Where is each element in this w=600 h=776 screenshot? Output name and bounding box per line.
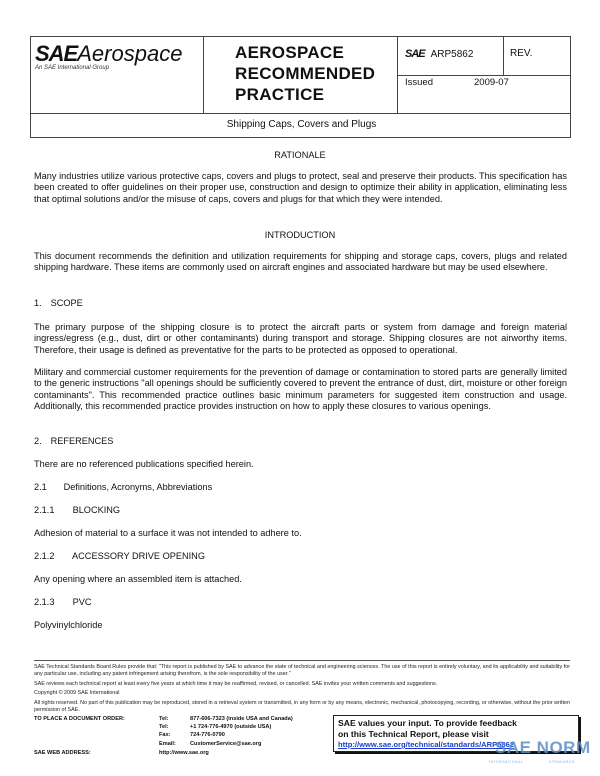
issued-date: 2009-07 <box>474 77 509 88</box>
divider <box>31 113 571 114</box>
logo-name: Aerospace <box>77 41 183 66</box>
watermark-text: SAE NORM <box>495 738 591 757</box>
section-title: Definitions, Acronyms, Abbreviations <box>63 482 213 492</box>
rights-notice: All rights reserved. No part of this publication may be reproduced, stored in a retrieval system or transmitted, in any form or by any means, electronic, mechanical, photocopying, recording, or otherwise, without the prior written permission of SAE. <box>34 700 570 713</box>
contact-label: Email: <box>159 741 176 747</box>
section-title: REFERENCES <box>50 436 114 446</box>
fax-number: 724-776-0790 <box>190 732 225 738</box>
review-notice: SAE reviews each technical report at least every five years at which time it may be reaffirmed, revised, or cancelled. SAE invites your written comments and suggestions. <box>34 681 438 687</box>
standards-board-rules: SAE Technical Standards Board Rules provide that: "This report is published by SAE to advance the state of technical and engineering sciences. The use of this report is entirely voluntary, and its applicability and suitability for any particular use, including any patent infringement arising therefrom, is the sole responsibility of the user." <box>34 664 570 677</box>
definition-text: Polyvinylchloride <box>34 620 103 630</box>
section-title: SCOPE <box>50 298 83 308</box>
title-line: AEROSPACE <box>235 43 345 62</box>
issued-label: Issued <box>405 77 433 88</box>
divider <box>203 37 204 114</box>
sae-norm-watermark <box>489 738 591 764</box>
copyright: Copyright © 2009 SAE International <box>34 690 120 696</box>
logo-tagline: An SAE International Group <box>35 65 110 71</box>
section-number: 2.1.2 <box>34 551 55 561</box>
feedback-text: on this Technical Report, please visit <box>338 728 489 739</box>
watermark-subtext: INTERNATIONAL <box>489 760 524 764</box>
section-number: 2.1 <box>34 482 47 492</box>
document-subtitle: Shipping Caps, Covers and Plugs <box>226 119 377 130</box>
definition-term: PVC <box>72 597 92 607</box>
references-heading <box>34 436 113 446</box>
definition-heading <box>34 551 205 561</box>
definition-text: Adhesion of material to a surface it was not intended to adhere to. <box>34 528 302 538</box>
section-number: 2.1.1 <box>34 505 55 515</box>
contact-label: Tel: <box>159 716 169 722</box>
phone-intl[interactable]: +1 724-776-4970 (outside USA) <box>190 724 272 730</box>
doc-number-value: ARP5862 <box>430 48 474 60</box>
definition-text: Any opening where an assembled item is attached. <box>34 574 242 584</box>
footer-divider <box>34 660 570 661</box>
header-table <box>30 36 571 138</box>
references-text: There are no referenced publications specified herein. <box>34 459 254 469</box>
document-type-title <box>235 42 375 105</box>
scope-heading <box>34 298 83 308</box>
introduction-text: This document recommends the definition and utilization requirements for shipping and storage caps, covers, plugs and related shipping hardware. These items are commonly used on aircraft engines and associated hardware but may be used elsewhere. <box>34 251 567 273</box>
definition-term: BLOCKING <box>72 505 121 515</box>
rationale-text: Many industries utilize various protective caps, covers and plugs to protect, seal and preserve their products. This specification has been created to offer guidelines on their proper use, construction and design to optimize their ability in application, eliminating less that optimal solutions and/or the misuse of caps, covers and plugs for that which they were intended. <box>34 171 567 204</box>
contact-label: Fax: <box>159 732 171 738</box>
scope-paragraph: Military and commercial customer requirements for the prevention of damage or contamination to stored parts are generally limited to the generic instructions "all openings should be sufficiently covered to prevent the entrance of dust, dirt, moisture or other foreign contaminants". This recommended practice outlines basic minimum parameters for suggested item construction and usage. Additionally, this recommended practice provides instruction on how to apply these closures to various openings. <box>34 367 567 412</box>
section-number: 1. <box>34 298 42 308</box>
rev-label: REV. <box>510 48 533 59</box>
feedback-link[interactable]: http://www.sae.org/technical/standards/ARP5862 <box>338 740 515 749</box>
sae-mini-logo: SAE <box>405 48 425 60</box>
sae-aerospace-logo <box>35 41 182 71</box>
title-line: RECOMMENDED <box>235 64 376 83</box>
definitions-heading <box>34 482 212 492</box>
divider <box>397 75 571 76</box>
logo-brand: SAE <box>35 41 78 66</box>
web-address-label: SAE WEB ADDRESS: <box>34 750 91 756</box>
definition-term: ACCESSORY DRIVE OPENING <box>72 551 205 561</box>
email-link[interactable]: CustomerService@sae.org <box>190 741 262 747</box>
title-line: PRACTICE <box>235 85 325 104</box>
watermark-subtext: STANDARDS <box>549 760 575 764</box>
contact-label: Tel: <box>159 724 169 730</box>
definition-heading <box>34 597 91 607</box>
web-address-link[interactable]: http://www.sae.org <box>159 750 209 756</box>
document-number <box>405 48 473 60</box>
definition-heading <box>34 505 120 515</box>
section-number: 2.1.3 <box>34 597 55 607</box>
divider <box>503 37 504 75</box>
section-number: 2. <box>34 436 42 446</box>
scope-paragraph: The primary purpose of the shipping closure is to protect the aircraft parts or system from damage and foreign material ingress/egress (e.g., dust, dirt or other contaminants) during transport and storage. Shipping closures are not airworthy items. Therefore, their usage is defined as preventative for the parts to be protected as opposed to operational. <box>34 322 567 355</box>
introduction-heading: INTRODUCTION <box>264 230 336 240</box>
feedback-text: SAE values your input. To provide feedback <box>338 718 517 728</box>
phone-usa[interactable]: 877-606-7323 (inside USA and Canada) <box>190 716 293 722</box>
order-label: TO PLACE A DOCUMENT ORDER: <box>34 716 125 722</box>
rationale-heading: RATIONALE <box>274 150 326 160</box>
